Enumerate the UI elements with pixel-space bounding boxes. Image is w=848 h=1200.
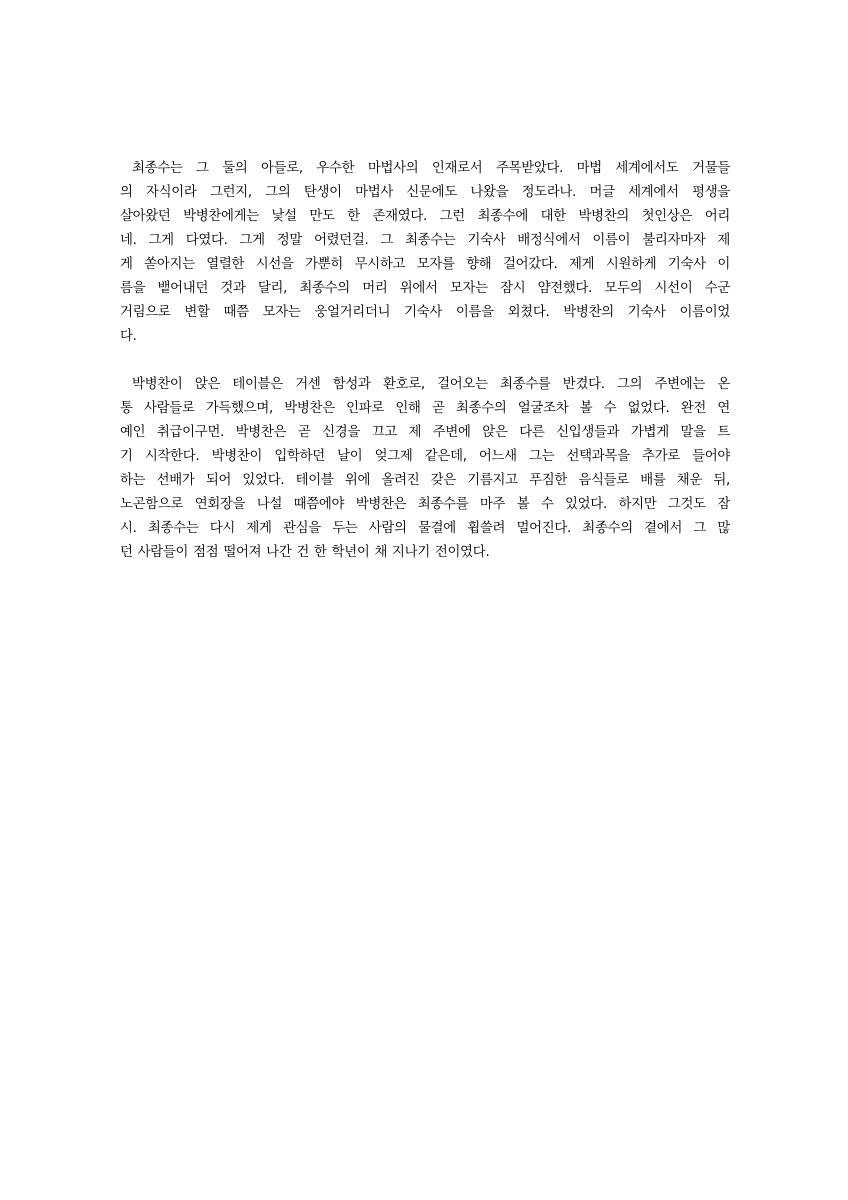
- text-line: 의 자식이라 그런지, 그의 탄생이 마법사 신문에도 나왔을 정도라나. 머글 세계에서 평생을: [120, 185, 730, 200]
- text-line: 하는 선배가 되어 있었다. 테이블 위에 올려진 갖은 기름지고 푸짐한 음식들로 배를 채운 뒤,: [120, 473, 730, 488]
- text-line: 시. 최종수는 다시 제게 관심을 두는 사람의 물결에 휩쓸려 멀어진다. 최종수의 곁에서 그 많: [120, 521, 730, 536]
- paragraph-1: [120, 157, 730, 349]
- text-line: 게 쏟아지는 열렬한 시선을 가뿐히 무시하고 모자를 향해 걸어갔다. 제게 시원하게 기숙사 이: [120, 257, 730, 272]
- text-line: 던 사람들이 점점 떨어져 나간 건 한 학년이 채 지나기 전이였다.: [120, 545, 490, 560]
- text-line: 최종수는 그 둘의 아들로, 우수한 마법사의 인재로서 주목받았다. 마법 세계에서도 거물들: [132, 161, 730, 176]
- text-line: 박병찬이 앉은 테이블은 거센 함성과 환호로, 걸어오는 최종수를 반겼다. 그의 주변에는 온: [132, 377, 730, 392]
- text-line: 네. 그게 다였다. 그게 정말 어렸던걸. 그 최종수는 기숙사 배정식에서 이름이 불리자마자 제: [120, 233, 730, 248]
- text-line: 다.: [120, 329, 137, 344]
- body-text: [120, 157, 730, 565]
- text-line: 통 사람들로 가득했으며, 박병찬은 인파로 인해 곧 최종수의 얼굴조차 볼 수 없었다. 완전 연: [120, 401, 730, 416]
- text-line: 거림으로 변할 때쯤 모자는 웅얼거리더니 기숙사 이름을 외쳤다. 박병찬의 기숙사 이름이었: [120, 305, 730, 320]
- text-line: 기 시작한다. 박병찬이 입학하던 날이 엊그제 같은데, 어느새 그는 선택과목을 추가로 들어야: [120, 449, 730, 464]
- text-line: 름을 뱉어내던 것과 달리, 최종수의 머리 위에서 모자는 잠시 얌전했다. 모두의 시선이 수군: [120, 281, 730, 296]
- paragraph-2: [120, 373, 730, 565]
- text-line: 노곤함으로 연회장을 나설 때쯤에야 박병찬은 최종수를 마주 볼 수 있었다. 하지만 그것도 잠: [120, 497, 730, 512]
- text-line: 예인 취급이구먼. 박병찬은 곧 신경을 끄고 제 주변에 앉은 다른 신입생들과 가볍게 말을 트: [120, 425, 730, 440]
- text-line: 살아왔던 박병찬에게는 낯설 만도 한 존재였다. 그런 최종수에 대한 박병찬의 첫인상은 어리: [120, 209, 730, 224]
